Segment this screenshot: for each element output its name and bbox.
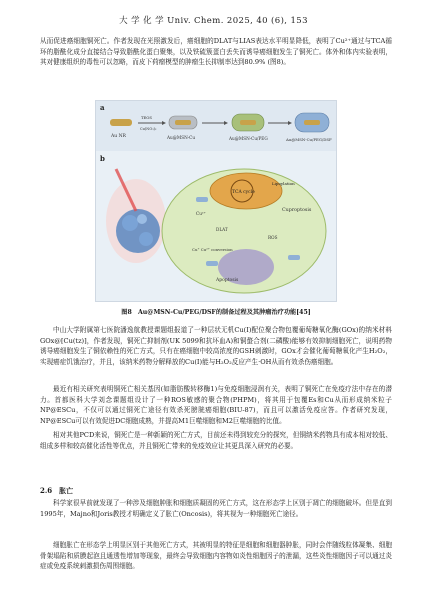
tumor-cell-3 — [137, 214, 147, 224]
panel-a-label: a — [100, 103, 105, 112]
figure-caption: 图8 Au@MSN-Cu/PEG/DSF的制备过程及其肿瘤治疗功能[45] — [121, 309, 311, 316]
cu-salt-label: Cu(NO₃)₂ — [140, 127, 157, 131]
np2-label: Au@MSN-Cu/PEG — [229, 136, 268, 141]
tumor-cluster — [116, 209, 160, 253]
figure-8 — [95, 100, 337, 302]
cu-ion-label: Cu²⁺ — [196, 211, 206, 216]
np3-core — [304, 120, 320, 125]
lipoylation-label: Lipoylation — [272, 181, 295, 186]
journal-header: 大 学 化 学 Univ. Chem. 2025, 40 (6), 153 — [119, 16, 308, 26]
section-heading: 2.6 胀亡 — [40, 486, 74, 495]
panel-b-label: b — [100, 154, 105, 163]
np-in-cell-3 — [206, 261, 218, 266]
paragraph-4: 相对其他PCD来说，铜死亡是一种新颖的死亡方式，目前还未得到较充分的探究，但铜纳米药物具有成本相对较低、组成多样和较高催化活性等优点，并且铜死亡带来的免疫效应让其更具深入研究的必要。 — [40, 431, 392, 450]
cuproptosis-label: Cuproptosis — [282, 208, 312, 213]
paragraph-intro: 从而促进癌细胞铜死亡。作者发现在光照激发后，癌细胞的DLAT与LIAS表达水平明显降低，表明了Cu²⁺通过与TCA循环的脂酰化成分直接结合导致脂酰化蛋白聚集，以及铁硫簇蛋白丢失而诱导癌细胞发生了铜死亡。体外和体内实验表明，其对健康组织的毒性可以忽略，而皮下荷瘤模型的肿瘤生长抑制率达到80.9% (图8)。 — [40, 37, 392, 67]
paragraph-3: 最近有相关研究表明铜死亡相关基因(如脂肪酸转移酶1)与免疫细胞浸润有关，表明了铜死亡在免疫疗法中存在的潜力。首都医科大学刘念课题组设计了一种ROS敏感的聚合物(PHPM)，将其用于包覆Es和Cu从而形成纳米粒子NP@ESCu，不仅可以通过铜死亡途径有效杀死膀胱癌细胞(BIU-87)，而且可以激活免疫应答。作者研究发现，NP@ESCu可以有效促进DC细胞成熟，并提高M1巨噬细胞和M2巨噬细胞的比值。 — [40, 385, 392, 425]
tca-label: TCA cycle — [232, 190, 255, 195]
au-nr-label: Au NR — [111, 134, 126, 139]
np1-core — [175, 120, 191, 125]
ros-label: ROS — [268, 235, 278, 240]
apoptosis-label: Apoptosis — [216, 278, 239, 283]
figure-illustration — [96, 101, 336, 301]
paragraph-6: 细胞胀亡在形态学上明显区别于其他死亡方式，其被明显的特征是细胞和细胞器肿胀，同时会伴随线粒体凝集、细胞骨架塌陷和质膜起泡且通透性增加等现象，最终会导致细胞内容物如炎性细胞因子的泄漏，这些炎性细胞因子可以通过炎症或免疫系统刺激损伤周围细胞。 — [40, 541, 392, 571]
dlat-label: DLAT — [216, 227, 228, 232]
np3-label: Au@MSN-Cu/PEG/DSF — [286, 137, 332, 142]
tumor-cell-2 — [139, 232, 153, 246]
nanorod-shape — [110, 119, 132, 126]
paragraph-2: 中山大学附属第七医院潘逸航教授课题组报道了一种层状无机Cu(I)配位聚合物包覆葡萄糖氧化酶(GOx)的纳米材料GOx@[Cu(tz)]，作者发现，铜死亡抑制剂(UK 5099和抗坏血A)和铜螯合剂(二磷酸)能够有效抑制细胞死亡，说明药物诱导癌细胞发生了铜依赖性的死亡方式，只有在癌细胞中较高浓度的GSH刺激时，GOx才会催化葡萄糖氧化产生H₂O₂，实现癌症饥饿治疗，并且，该纳米药物分解释放的Cu(I)能与H₂O₂反应产生·OH从而有效杀伤癌细胞。 — [40, 326, 392, 366]
paragraph-5: 科学家很早前就发现了一种涉及细胞肿胀和细胞质凝固的死亡方式，这在形态学上区别于凋亡的细胞破坏。但是直到1995年，Majno和Joris教授才明确定义了胀亡(Oncosis)，将其视为一种细胞死亡途径。 — [40, 499, 392, 518]
np1-label: Au@MSN-Cu — [167, 135, 196, 140]
teos-label: TEOS — [141, 115, 153, 120]
np2-core — [240, 120, 256, 125]
np-in-cell-2 — [288, 255, 300, 260]
conversion-label: Cu⁺ Cu²⁺ conversion — [192, 247, 233, 252]
np-in-cell-1 — [196, 197, 208, 202]
tumor-cell-1 — [122, 215, 138, 231]
